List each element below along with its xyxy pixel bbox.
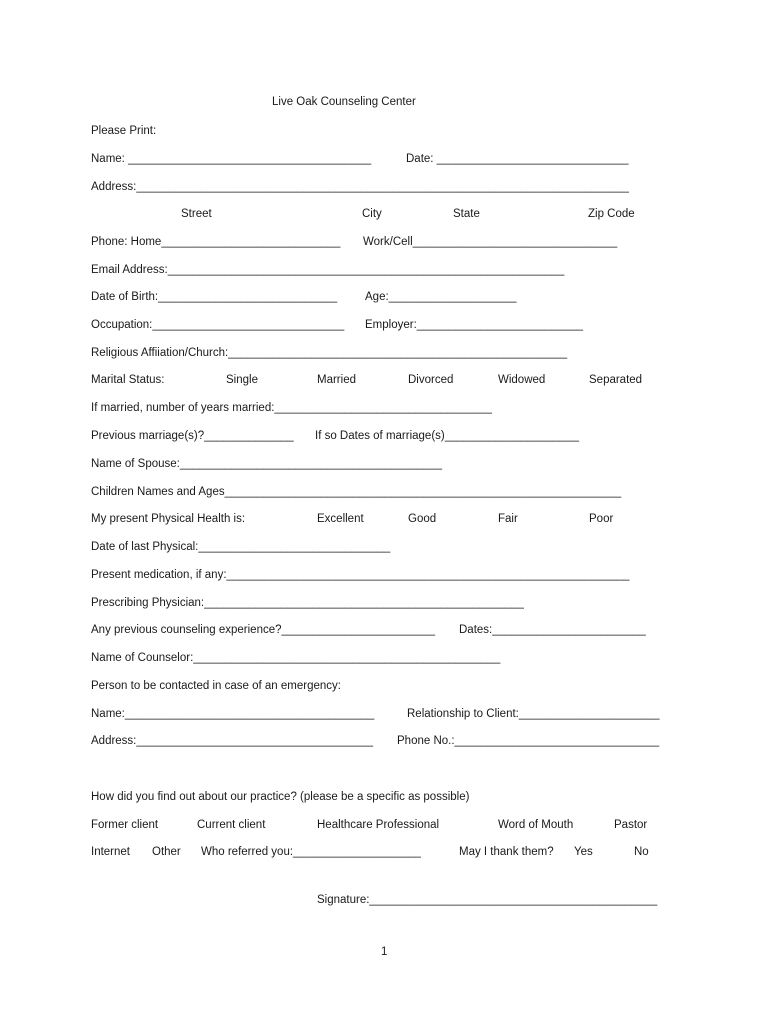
marital-option-married[interactable]: Married <box>317 374 356 386</box>
referral-option-other[interactable]: Other <box>152 846 181 858</box>
spouse-name-field[interactable]: Name of Spouse:_________________________________________ <box>91 458 443 470</box>
religious-affiliation-field[interactable]: Religious Affiiation/Church:_____________________________________________________ <box>91 347 568 359</box>
please-print-label: Please Print: <box>91 125 157 137</box>
phone-home-field[interactable]: Phone: Home____________________________ <box>91 236 341 248</box>
thank-them-label: May I thank them? <box>459 846 554 858</box>
emergency-address-field[interactable]: Address:_____________________________________ <box>91 735 374 747</box>
health-option-good[interactable]: Good <box>408 513 437 525</box>
years-married-field[interactable]: If married, number of years married:__________________________________ <box>91 402 492 414</box>
relationship-field[interactable]: Relationship to Client:______________________ <box>407 708 660 720</box>
who-referred-field[interactable]: Who referred you:____________________ <box>201 846 421 858</box>
phone-work-field[interactable]: Work/Cell________________________________ <box>363 236 618 248</box>
marital-option-single[interactable]: Single <box>226 374 258 386</box>
marital-option-widowed[interactable]: Widowed <box>498 374 546 386</box>
marital-option-separated[interactable]: Separated <box>589 374 643 386</box>
thank-option-no[interactable]: No <box>634 846 649 858</box>
referral-option-internet[interactable]: Internet <box>91 846 130 858</box>
physician-field[interactable]: Prescribing Physician:__________________________________________________ <box>91 597 524 609</box>
marriage-dates-field[interactable]: If so Dates of marriage(s)_____________________ <box>315 430 580 442</box>
referral-question: How did you find out about our practice? (please be a specific as possible) <box>91 791 470 803</box>
email-field[interactable]: Email Address:______________________________________________________________ <box>91 264 565 276</box>
children-field[interactable]: Children Names and Ages______________________________________________________________ <box>91 486 622 498</box>
employer-field[interactable]: Employer:__________________________ <box>365 319 584 331</box>
street-label: Street <box>181 208 212 220</box>
health-option-poor[interactable]: Poor <box>589 513 614 525</box>
thank-option-yes[interactable]: Yes <box>574 846 593 858</box>
counseling-dates-field[interactable]: Dates:________________________ <box>459 624 646 636</box>
previous-marriage-field[interactable]: Previous marriage(s)?______________ <box>91 430 294 442</box>
occupation-field[interactable]: Occupation:______________________________ <box>91 319 345 331</box>
date-field[interactable]: Date: ______________________________ <box>406 153 629 165</box>
physical-health-label: My present Physical Health is: <box>91 513 246 525</box>
referral-option-former-client[interactable]: Former client <box>91 819 159 831</box>
emergency-name-field[interactable]: Name:_______________________________________ <box>91 708 375 720</box>
zip-code-label: Zip Code <box>588 208 635 220</box>
date-of-birth-field[interactable]: Date of Birth:____________________________ <box>91 291 338 303</box>
age-field[interactable]: Age:____________________ <box>365 291 517 303</box>
state-label: State <box>453 208 480 220</box>
emergency-contact-label: Person to be contacted in case of an emergency: <box>91 680 341 692</box>
referral-option-current-client[interactable]: Current client <box>197 819 266 831</box>
referral-option-pastor[interactable]: Pastor <box>614 819 648 831</box>
health-option-fair[interactable]: Fair <box>498 513 518 525</box>
city-label: City <box>362 208 382 220</box>
name-field[interactable]: Name: ______________________________________ <box>91 153 372 165</box>
health-option-excellent[interactable]: Excellent <box>317 513 364 525</box>
counselor-name-field[interactable]: Name of Counselor:________________________________________________ <box>91 652 501 664</box>
emergency-phone-field[interactable]: Phone No.:________________________________ <box>397 735 660 747</box>
form-title: Live Oak Counseling Center <box>272 96 416 108</box>
referral-option-healthcare[interactable]: Healthcare Professional <box>317 819 440 831</box>
page-number: 1 <box>381 946 388 958</box>
medication-field[interactable]: Present medication, if any:_______________________________________________________________ <box>91 569 630 581</box>
last-physical-field[interactable]: Date of last Physical:______________________________ <box>91 541 391 553</box>
previous-counseling-field[interactable]: Any previous counseling experience?________________________ <box>91 624 436 636</box>
signature-field[interactable]: Signature:_____________________________________________ <box>317 894 658 906</box>
referral-option-word-of-mouth[interactable]: Word of Mouth <box>498 819 574 831</box>
marital-option-divorced[interactable]: Divorced <box>408 374 454 386</box>
address-field[interactable]: Address:_____________________________________________________________________________ <box>91 181 629 193</box>
marital-status-label: Marital Status: <box>91 374 165 386</box>
